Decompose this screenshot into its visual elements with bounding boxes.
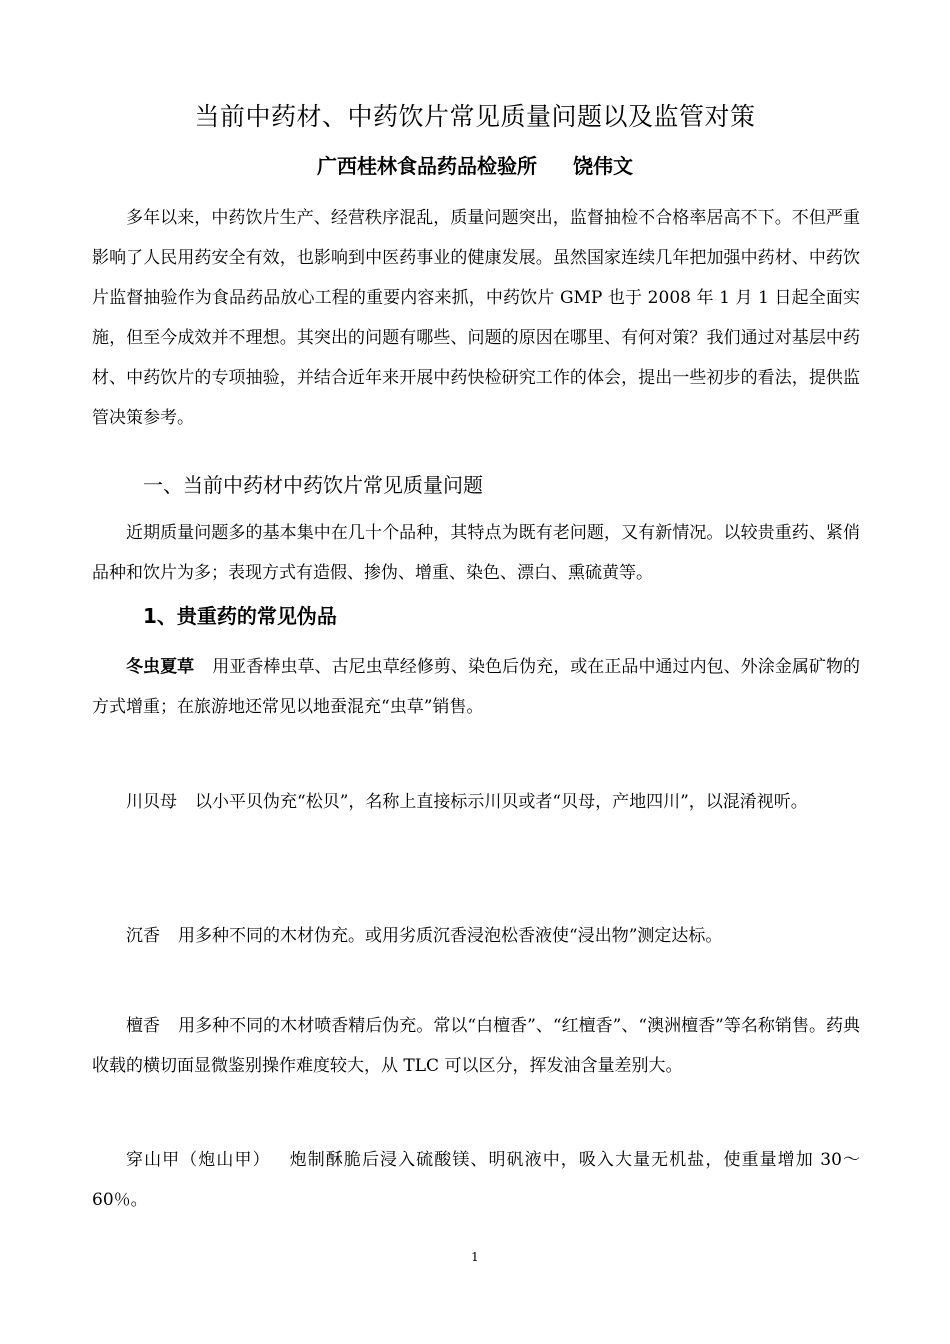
section1-paragraph: 近期质量问题多的基本集中在几十个品种，其特点为既有老问题，又有新情况。以较贵重药、紧俏品种和饮片为多；表现方式有造假、掺伪、增重、染色、漂白、熏硫黄等。 xyxy=(92,523,860,583)
page-number: 1 xyxy=(471,1250,479,1264)
item-term: 沉香 xyxy=(126,926,160,946)
item-paragraph xyxy=(92,647,860,727)
item-paragraph xyxy=(92,1140,860,1220)
document-title: 当前中药材、中药饮片常见质量问题以及监管对策 xyxy=(194,102,756,131)
subsection-heading-1: 1、贵重药的常见伪品 xyxy=(143,604,337,628)
intro-paragraph: 多年以来，中药饮片生产、经营秩序混乱，质量问题突出，监督抽检不合格率居高不下。不但严重影响了人民用药安全有效，也影响到中医药事业的健康发展。虽然国家连续几年把加强中药材、中药饮片监督抽验作为食品药品放心工程的重要内容来抓，中药饮片 GMP 也于 2008 年 1 月 1 日起全面实施，但至今成效并不理想。其突出的问题有哪些、问题的原因在哪里、有何对策？我们通过对基层中药材、中药饮片的专项抽验，并结合近年来开展中药快检研究工作的体会，提出一些初步的看法，提供监管决策参考。 xyxy=(92,208,860,428)
item-text: 炮制酥脆后浸入硫酸镁、明矾液中，吸入大量无机盐，使重量增加 30～60％。 xyxy=(92,1150,860,1210)
item-text: 用多种不同的木材伪充。或用劣质沉香浸泡松香液使“浸出物”测定达标。 xyxy=(178,926,723,946)
item-text: 用多种不同的木材喷香精后伪充。常以“白檀香”、“红檀香”、“澳洲檀香”等名称销售。药典收载的横切面显微鉴别操作难度较大，从 TLC 可以区分，挥发油含量差别大。 xyxy=(92,1016,860,1076)
author-name: 饶伟文 xyxy=(573,154,633,178)
item-paragraph xyxy=(92,1006,860,1086)
document-byline xyxy=(90,151,860,181)
item-paragraph xyxy=(92,916,860,956)
item-term: 檀香 xyxy=(126,1016,161,1036)
item-text: 用亚香棒虫草、古尼虫草经修剪、染色后伪充，或在正品中通过内包、外涂金属矿物的方式增重；在旅游地还常见以地蚕混充“虫草”销售。 xyxy=(92,657,861,717)
section-heading-1: 一、当前中药材中药饮片常见质量问题 xyxy=(143,473,483,497)
item-term: 穿山甲（炮山甲） xyxy=(126,1150,271,1170)
item-term: 冬虫夏草 xyxy=(126,657,195,677)
author-organization: 广西桂林食品药品检验所 xyxy=(317,154,537,178)
item-text: 以小平贝伪充“松贝”，名称上直接标示川贝或者“贝母，产地四川”，以混淆视听。 xyxy=(195,792,808,812)
item-paragraph xyxy=(92,782,860,822)
item-term: 川贝母 xyxy=(126,792,177,812)
